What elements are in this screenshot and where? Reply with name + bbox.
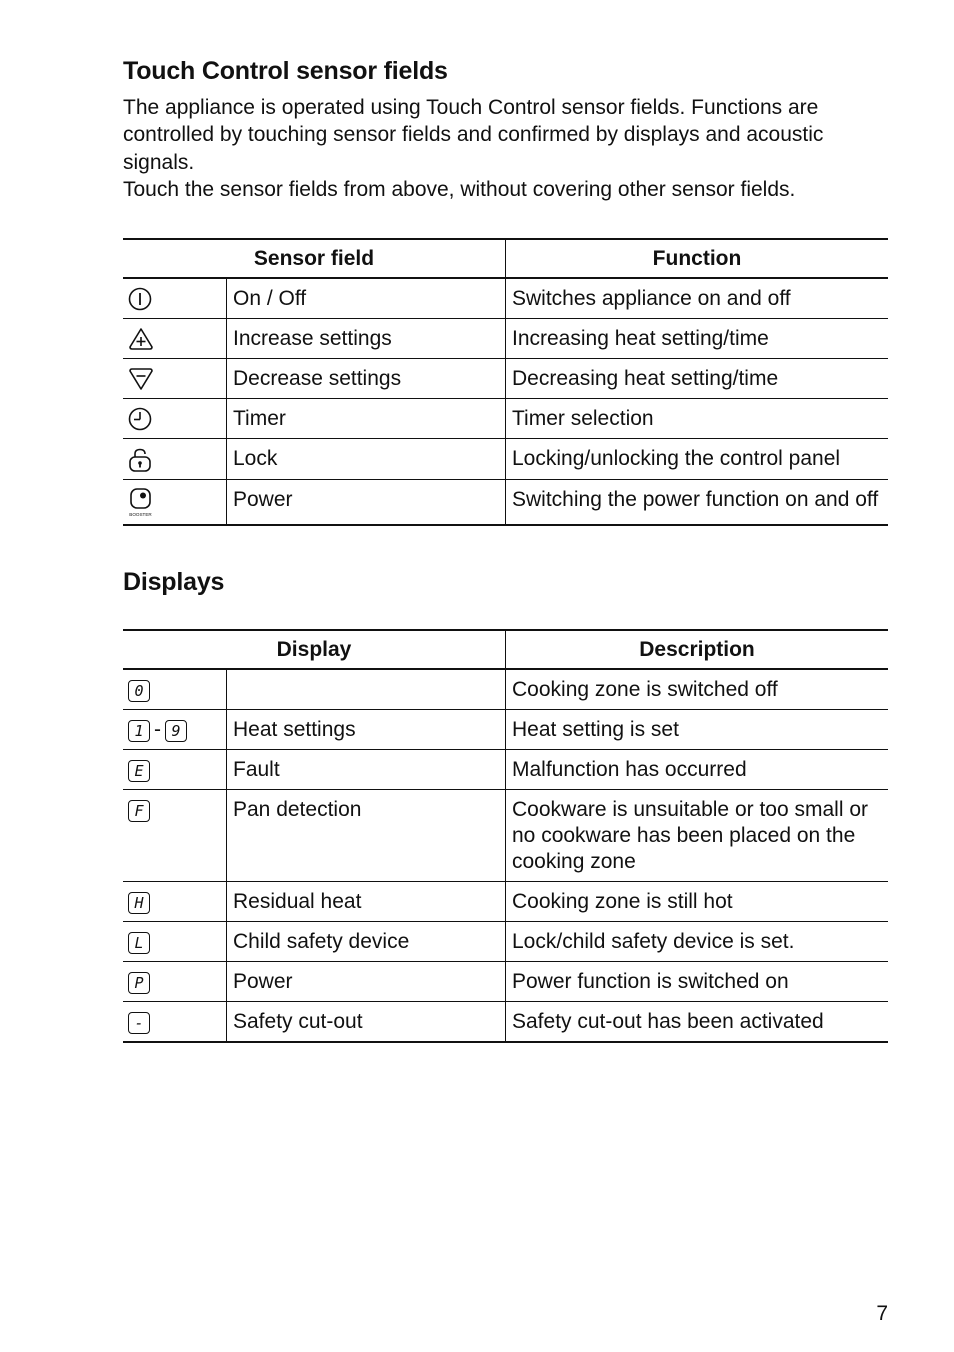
- sensor-function: Timer selection: [506, 399, 889, 439]
- display-description: Lock/child safety device is set.: [506, 922, 889, 962]
- header-sensor-field: Sensor field: [123, 239, 506, 278]
- table-header-row: [123, 239, 888, 278]
- sensor-name: Lock: [227, 439, 506, 480]
- display-description: Safety cut-out has been activated: [506, 1002, 889, 1043]
- increase-icon: [123, 319, 227, 359]
- display-description: Cooking zone is switched off: [506, 669, 889, 710]
- table-row: [123, 790, 888, 882]
- display-symbol-p: P: [128, 972, 150, 994]
- table-row: [123, 319, 888, 359]
- sensor-name: On / Off: [227, 278, 506, 319]
- section-title-displays: Displays: [123, 568, 225, 596]
- display-description: Cooking zone is still hot: [506, 882, 889, 922]
- sensor-function: Switches appliance on and off: [506, 278, 889, 319]
- display-description: Power function is switched on: [506, 962, 889, 1002]
- display-description: Cookware is unsuitable or too small or no cookware has been placed on the cooking zone: [506, 790, 889, 882]
- display-symbol-f: F: [128, 800, 150, 822]
- table-row: [123, 922, 888, 962]
- booster-label: BOOSTER: [129, 512, 152, 517]
- table-row: [123, 480, 888, 526]
- display-name: Child safety device: [227, 922, 506, 962]
- range-separator: -: [154, 718, 161, 742]
- section-title-touch-control: Touch Control sensor fields: [123, 57, 448, 85]
- display-symbol-h: H: [128, 892, 150, 914]
- header-display: Display: [123, 630, 506, 669]
- display-description: Heat setting is set: [506, 710, 889, 750]
- display-symbol-9: 9: [165, 720, 187, 742]
- display-table: [123, 629, 888, 1043]
- table-row: [123, 669, 888, 710]
- table-row: [123, 278, 888, 319]
- table-row: [123, 399, 888, 439]
- sensor-field-table: [123, 238, 888, 526]
- display-name: Pan detection: [227, 790, 506, 882]
- sensor-name: Timer: [227, 399, 506, 439]
- sensor-function: Decreasing heat setting/time: [506, 359, 889, 399]
- intro-paragraph-1: The appliance is operated using Touch Control sensor fields. Functions are controlled by touching sensor fields and confirmed by displays and acoustic signals.: [123, 96, 824, 174]
- table-row: [123, 1002, 888, 1043]
- sensor-name: Increase settings: [227, 319, 506, 359]
- display-name: Safety cut-out: [227, 1002, 506, 1043]
- sensor-function: Locking/unlocking the control panel: [506, 439, 889, 480]
- header-description: Description: [506, 630, 889, 669]
- timer-icon: [123, 399, 227, 439]
- lock-icon: [123, 439, 227, 480]
- table-row: [123, 962, 888, 1002]
- display-symbol-1: 1: [128, 720, 150, 742]
- sensor-name: Decrease settings: [227, 359, 506, 399]
- booster-icon: [123, 480, 227, 526]
- page-number: 7: [876, 1302, 888, 1325]
- sensor-name: Power: [227, 480, 506, 526]
- display-symbol-0: 0: [128, 680, 150, 702]
- power-icon: [123, 278, 227, 319]
- decrease-icon: [123, 359, 227, 399]
- display-name: Heat settings: [227, 710, 506, 750]
- display-symbol-e: E: [128, 760, 150, 782]
- display-symbol-dash: -: [128, 1012, 150, 1034]
- table-row: [123, 750, 888, 790]
- display-name: Power: [227, 962, 506, 1002]
- display-name: Fault: [227, 750, 506, 790]
- display-name: Residual heat: [227, 882, 506, 922]
- display-description: Malfunction has occurred: [506, 750, 889, 790]
- sensor-function: Increasing heat setting/time: [506, 319, 889, 359]
- intro-text: [123, 94, 888, 203]
- display-name: [227, 669, 506, 710]
- table-header-row: [123, 630, 888, 669]
- header-function: Function: [506, 239, 889, 278]
- display-symbol-l: L: [128, 932, 150, 954]
- table-row: [123, 359, 888, 399]
- table-row: [123, 882, 888, 922]
- table-row: [123, 710, 888, 750]
- table-row: [123, 439, 888, 480]
- sensor-function: Switching the power function on and off: [506, 480, 889, 526]
- intro-paragraph-2: Touch the sensor fields from above, without covering other sensor fields.: [123, 177, 796, 201]
